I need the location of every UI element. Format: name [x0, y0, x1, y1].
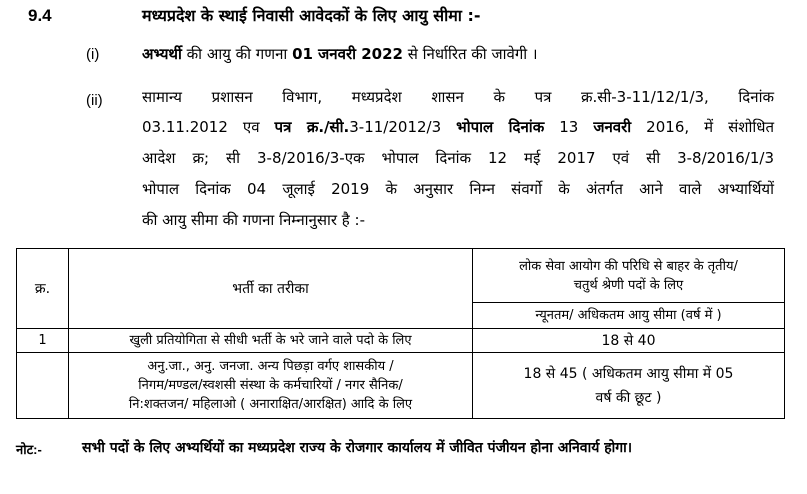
row-2-method-line-1: अनु.जा., अनु. जनजा. अन्य पिछड़ा वर्गए शासकीय / [147, 359, 394, 374]
note-text: सभी पदों के लिए अभ्यर्थियों का मध्यप्रदेश राज्य के रोजगार कार्यालय में जीवित पंजीयन होना अनिवार्य होगा। [82, 440, 633, 456]
point-i-text-1: की आयु की गणना [181, 45, 293, 63]
row-2-age-line-1: 18 से 45 ( अधिकतम आयु सीमा में 05 [523, 365, 734, 382]
header-age-group [473, 249, 785, 303]
point-ii-marker: (ii) [86, 92, 103, 109]
point-ii-line-2 [142, 114, 774, 140]
line2-part-h: जनवरी [593, 118, 632, 136]
point-ii-line-3: आदेश क्र; सी 3-8/2016/3-एक भोपाल दिनांक 12 मई 2017 एवं सी 3-8/2016/1/3 [142, 149, 774, 167]
table-row [17, 353, 785, 419]
header-method-label: भर्ती का तरीका [232, 281, 309, 297]
section-number: 9.4 [28, 6, 52, 25]
table-header-row [17, 249, 785, 303]
point-ii-line-4: भोपाल दिनांक 04 जूलाई 2019 के अनुसार निम्न संवर्गो के अंतर्गत आने वाले अभ्यार्थियों [142, 180, 774, 198]
point-i-text-2: से निर्धारित की जावेगी । [402, 45, 538, 63]
point-i-bold-word: अभ्यर्थी [142, 45, 182, 63]
row-2-method [69, 353, 473, 419]
row-1-method: खुली प्रतियोगिता से सीधी भर्ती के भरे जाने वाले पदो के लिए [69, 329, 473, 353]
line2-part-f: भोपाल दिनांक [456, 118, 545, 136]
header-age-line-1: लोक सेवा आयोग की परिधि से बाहर के तृतीय/ [519, 258, 738, 274]
line2-part-d: सी. [329, 118, 350, 136]
row-1-age: 18 से 40 [473, 329, 785, 353]
section-title: मध्यप्रदेश के स्थाई निवासी आवेदकों के लिए आयु सीमा :- [142, 6, 481, 25]
line2-part-e: 3-11/2012/3 [349, 118, 457, 136]
line2-part-g: 13 [544, 118, 594, 136]
line2-part-i: 2016, में संशोधित [631, 118, 775, 136]
row-1-sno: 1 [17, 329, 69, 353]
header-age-sub-label: न्यूनतम/ अधिकतम आयु सीमा (वर्ष में ) [535, 308, 722, 323]
row-2-age [473, 353, 785, 419]
point-i-date: 01 जनवरी 2022 [292, 45, 403, 63]
point-ii-line-5: की आयु सीमा की गणना निम्नानुसार है :- [142, 211, 365, 229]
table-row [17, 329, 785, 353]
point-i-text [142, 44, 538, 64]
header-sno-label: क्र. [34, 281, 51, 297]
row-2-method-line-3: नि:शक्तजन/ महिलाओ ( अनाराक्षित/आरक्षित) आदि के लिए [128, 397, 413, 412]
header-age-sub [473, 303, 785, 329]
row-2-sno [17, 353, 69, 419]
line2-part-a: 03.11.2012 एव [142, 118, 275, 136]
point-ii-line-1: सामान्य प्रशासन विभाग, मध्यप्रदेश शासन के पत्र क्र.सी-3-11/12/1/3, दिनांक [142, 88, 774, 106]
header-sno [17, 249, 69, 329]
note-label: नोट:- [16, 442, 42, 457]
point-i-marker: (i) [86, 46, 100, 63]
line2-part-c: / [324, 118, 330, 136]
row-2-method-line-2: निगम/मण्डल/स्वशसी संस्था के कर्मचारियों / नगर सैनिक/ [138, 378, 403, 393]
header-method [69, 249, 473, 329]
age-limit-table [16, 248, 785, 419]
line2-part-b: पत्र क्र. [274, 118, 325, 136]
header-age-line-2: चतुर्थ श्रेणी पदों के लिए [573, 277, 684, 293]
row-2-age-line-2: वर्ष की छूट ) [595, 389, 662, 406]
